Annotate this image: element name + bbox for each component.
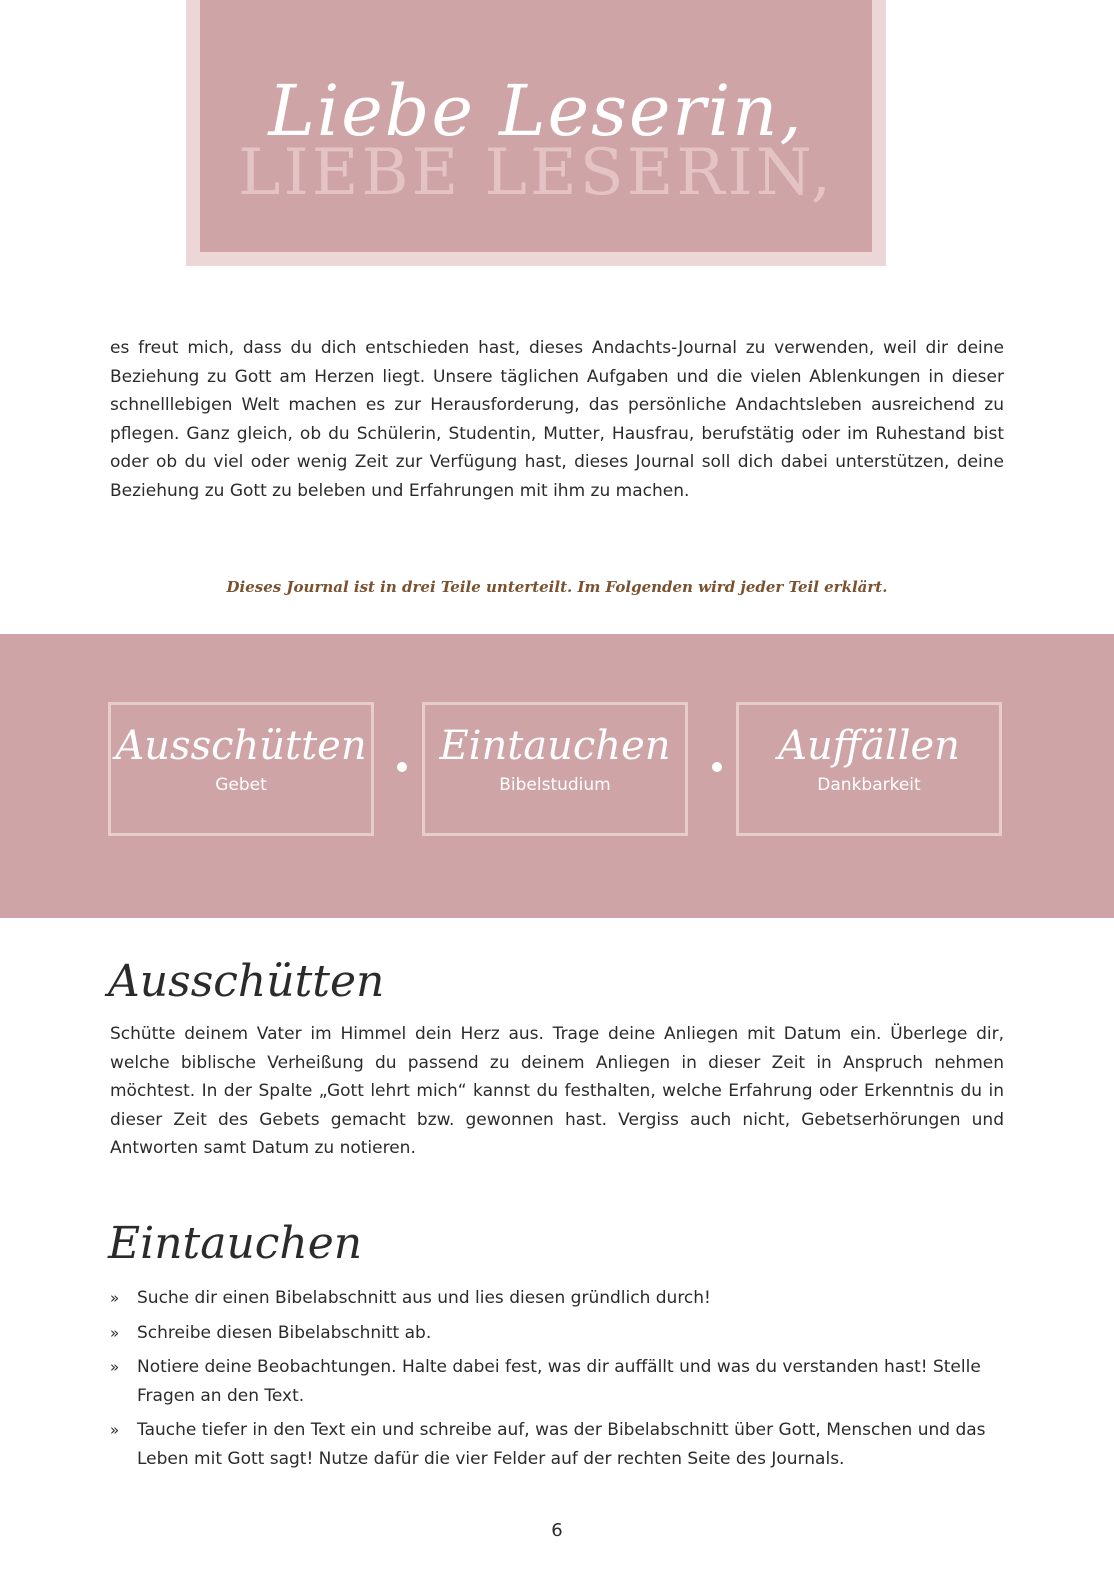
part-subtitle: Dankbarkeit [817, 775, 921, 795]
section-title-ausschuetten: Ausschütten [108, 956, 385, 1007]
header-script-title: Liebe Leserin, [268, 70, 804, 152]
header-background-title: LIEBE LESERIN, [237, 136, 835, 210]
list-item [110, 1416, 1004, 1473]
intro-paragraph: es freut mich, dass du dich entschieden hast, dieses Andachts-Journal zu verwenden, weil dir deine Beziehung zu Gott am Herzen liegt. Unsere täglichen Aufgaben und die vielen Ablenkungen in dieser schnelllebigen Welt machen es zur Herausforderung, das persönliche Andachtsleben ausreichend zu pflegen. Ganz gleich, ob du Schülerin, Studentin, Mutter, Hausfrau, berufstätig oder im Ruhestand bist oder ob du viel oder wenig Zeit zur Verfügung hast, dieses Journal soll dich dabei unterstützen, deine Beziehung zu Gott zu beleben und Erfahrungen mit ihm zu machen. [110, 338, 1004, 501]
bullet-marker: » [110, 1358, 120, 1376]
part-box-eintauchen [422, 702, 688, 836]
list-item-text: Schreibe diesen Bibelabschnitt ab. [137, 1322, 432, 1343]
list-item-text: Tauche tiefer in den Text ein und schreibe auf, was der Bibelabschnitt über Gott, Menschen und das Leben mit Gott sagt! Nutze dafür die vier Felder auf der rechten Seite des Journals. [137, 1420, 986, 1469]
parts-band [0, 634, 1114, 918]
list-item-text: Notiere deine Beobachtungen. Halte dabei fest, was dir auffällt und was du verstanden hast! Stelle Fragen an den Text. [137, 1357, 981, 1406]
bullet-marker: » [110, 1323, 120, 1342]
bullet-marker: » [110, 1289, 120, 1307]
separator-dot [712, 762, 722, 772]
section-title-eintauchen: Eintauchen [108, 1218, 363, 1269]
separator-dot [397, 762, 407, 772]
list-item-text: Suche dir einen Bibelabschnitt aus und lies diesen gründlich durch! [137, 1288, 711, 1308]
eintauchen-bullet-list [110, 1284, 1004, 1479]
part-subtitle: Bibelstudium [499, 775, 611, 795]
list-item [110, 1284, 1004, 1313]
part-box-ausschuetten [108, 702, 374, 836]
header-box [200, 0, 872, 252]
section-text-ausschuetten: Schütte deinem Vater im Himmel dein Herz aus. Trage deine Anliegen mit Datum ein. Überlege dir, welche biblische Verheißung du passend zu deinem Anliegen in dieser Zeit in Anspruch nehmen möchtest. In der Spalte „Gott lehrt mich“ kannst du festhalten, welche Erfahrung oder Erkenntnis du in dieser Zeit des Gebets gemacht bzw. gewonnen hast. Vergiss auch nicht, Gebetserhörungen und Antworten samt Datum zu notieren. [110, 1024, 1004, 1158]
part-subtitle: Gebet [215, 775, 267, 795]
bullet-marker: » [110, 1421, 120, 1439]
page-number: 6 [551, 1520, 563, 1541]
list-item [110, 1319, 1004, 1348]
parts-note: Dieses Journal ist in drei Teile unterteilt. Im Folgenden wird jeder Teil erklärt. [226, 578, 888, 596]
part-title: Ausschütten [115, 723, 367, 769]
part-box-auffaellen [736, 702, 1002, 836]
part-title: Eintauchen [439, 723, 671, 769]
list-item [110, 1353, 1004, 1410]
part-title: Auffällen [778, 723, 960, 769]
